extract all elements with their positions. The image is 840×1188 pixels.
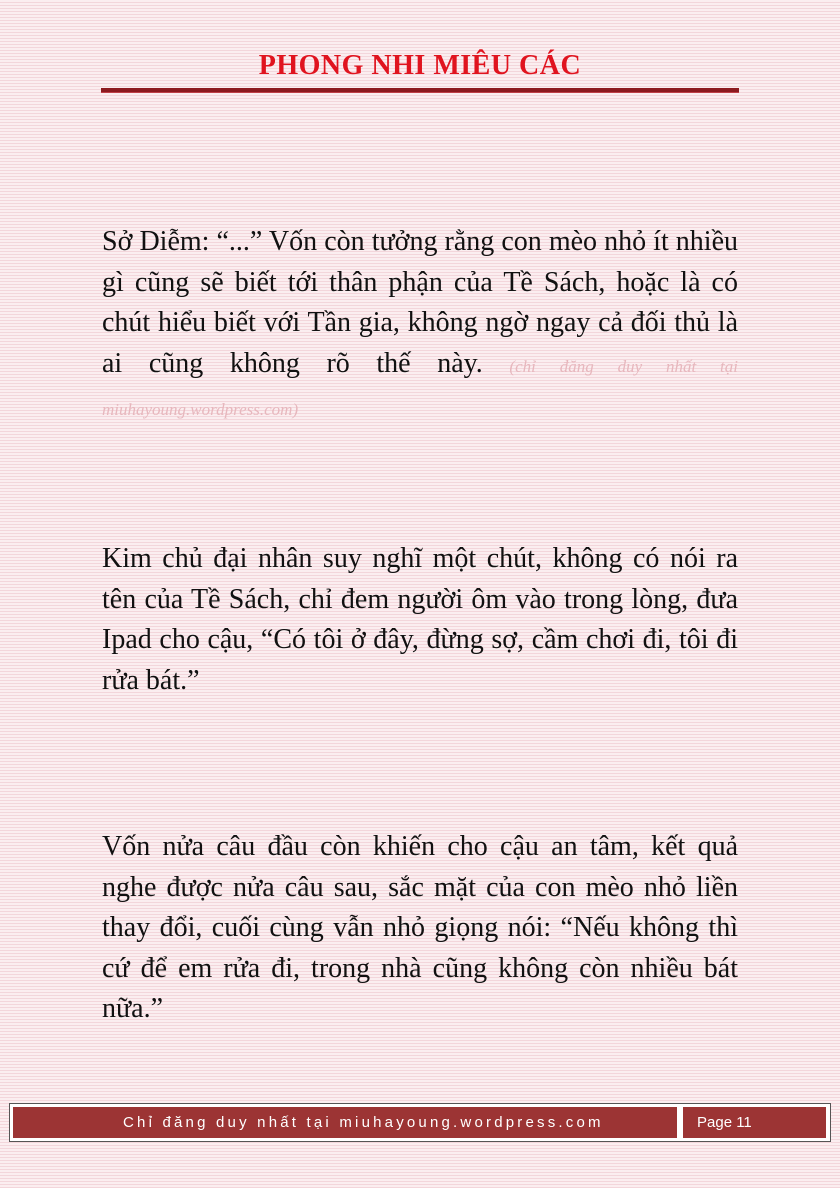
paragraph-2: Kim chủ đại nhân suy nghĩ một chút, không có nói ra tên của Tề Sách, chỉ đem người ôm vào trong lòng, đưa Ipad cho cậu, “Có tôi ở đây, đừng sợ, cầm chơi đi, tôi đi rửa bát.”: [102, 543, 738, 696]
watermark-note: (chỉ đăng duy nhất tại miuhayoung.wordpress.com): [102, 356, 738, 419]
footer-credit: Chỉ đăng duy nhất tại miuhayoung.wordpress.com: [13, 1107, 677, 1138]
header-divider: [101, 88, 739, 93]
page-title: PHONG NHI MIÊU CÁC: [258, 50, 582, 81]
paragraph-3: Vốn nửa câu đầu còn khiến cho cậu an tâm, kết quả nghe được nửa câu sau, sắc mặt của con mèo nhỏ liền thay đổi, cuối cùng vẫn nhỏ giọng nói: “Nếu không thì cứ để em rửa đi, trong nhà cũng không còn nhiều bát nữa.”: [102, 831, 738, 1024]
paragraph-1-text: Sở Diễm: “...” Vốn còn tưởng rằng con mèo nhỏ ít nhiều gì cũng sẽ biết tới thân phận của Tề Sách, hoặc là có chút hiểu biết với Tần gia, không ngờ ngay cả đối thủ là ai cũng không rõ thế này.: [102, 226, 738, 379]
paragraph-1: [102, 222, 738, 431]
page-footer: [9, 1103, 831, 1142]
page-number: Page 11: [683, 1107, 826, 1138]
